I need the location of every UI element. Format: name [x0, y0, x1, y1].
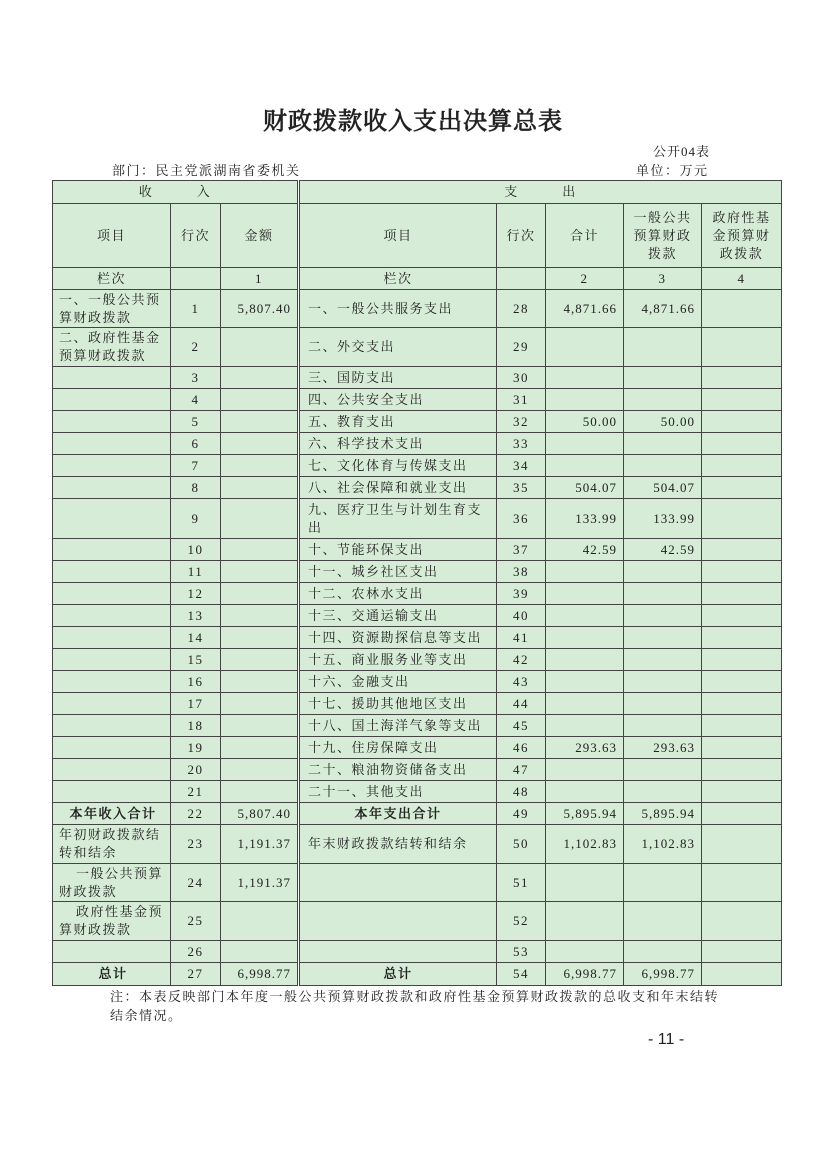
- income-line-cell: 18: [171, 715, 221, 737]
- fund-budget-cell: [702, 477, 782, 499]
- table-row: [53, 367, 782, 389]
- income-line-cell: 9: [171, 499, 221, 539]
- column-index-row: [53, 268, 782, 290]
- fund-budget-cell: [702, 737, 782, 759]
- expense-line-cell: 51: [497, 864, 546, 902]
- expense-item-cell: 十六、金融支出: [299, 671, 497, 693]
- general-budget-cell: [624, 583, 702, 605]
- general-budget-cell: [624, 328, 702, 367]
- income-item-cell: [53, 627, 171, 649]
- income-amount-header: 金额: [221, 204, 299, 268]
- unit-label: 单位：万元: [636, 163, 709, 178]
- general-budget-cell: [624, 671, 702, 693]
- table-row: [53, 583, 782, 605]
- expense-item-cell: 十一、城乡社区支出: [299, 561, 497, 583]
- expense-item-cell: [299, 864, 497, 902]
- total-cell: 293.63: [546, 737, 624, 759]
- total-cell: 42.59: [546, 539, 624, 561]
- income-amount-cell: [221, 649, 299, 671]
- total-cell: [546, 433, 624, 455]
- table-row: [53, 561, 782, 583]
- expense-line-cell: 36: [497, 499, 546, 539]
- income-item-cell: [53, 715, 171, 737]
- total-header: 合计: [546, 204, 624, 268]
- fund-budget-cell: [702, 781, 782, 803]
- income-amount-cell: [221, 627, 299, 649]
- expense-line-header: 行次: [497, 204, 546, 268]
- income-line-cell: 6: [171, 433, 221, 455]
- general-budget-cell: 1,102.83: [624, 825, 702, 864]
- income-amount-cell: 5,807.40: [221, 803, 299, 825]
- income-item-cell: [53, 759, 171, 781]
- expense-line-cell: 33: [497, 433, 546, 455]
- income-item-cell: [53, 561, 171, 583]
- expense-item-cell: 九、医疗卫生与计划生育支出: [299, 499, 497, 539]
- income-item-cell: [53, 671, 171, 693]
- general-budget-cell: 4,871.66: [624, 290, 702, 328]
- expense-item-cell: 二十、粮油物资储备支出: [299, 759, 497, 781]
- income-line-cell: 4: [171, 389, 221, 411]
- expense-item-cell: 本年支出合计: [299, 803, 497, 825]
- expense-line-cell: 45: [497, 715, 546, 737]
- general-budget-index: 3: [624, 268, 702, 290]
- income-index-label: 栏次: [53, 268, 171, 290]
- fund-budget-cell: [702, 499, 782, 539]
- table-row: [53, 649, 782, 671]
- fund-budget-cell: [702, 561, 782, 583]
- income-amount-cell: [221, 328, 299, 367]
- expense-line-cell: 52: [497, 902, 546, 941]
- expense-line-cell: 43: [497, 671, 546, 693]
- income-line-cell: 12: [171, 583, 221, 605]
- expense-item-cell: 六、科学技术支出: [299, 433, 497, 455]
- fund-budget-header: 政府性基金预算财政拨款: [702, 204, 782, 268]
- income-item-cell: [53, 605, 171, 627]
- table-row: [53, 737, 782, 759]
- income-line-cell: 16: [171, 671, 221, 693]
- expense-line-cell: 35: [497, 477, 546, 499]
- expense-item-cell: 十、节能环保支出: [299, 539, 497, 561]
- total-cell: [546, 455, 624, 477]
- fund-budget-cell: [702, 803, 782, 825]
- total-cell: [546, 671, 624, 693]
- expense-item-cell: 十二、农林水支出: [299, 583, 497, 605]
- fund-budget-cell: [702, 693, 782, 715]
- income-amount-cell: [221, 433, 299, 455]
- general-budget-cell: [624, 433, 702, 455]
- income-item-cell: [53, 737, 171, 759]
- general-budget-cell: 504.07: [624, 477, 702, 499]
- income-amount-cell: [221, 561, 299, 583]
- income-item-cell: [53, 693, 171, 715]
- income-amount-cell: [221, 605, 299, 627]
- income-line-cell: 2: [171, 328, 221, 367]
- page-number: - 11 -: [648, 1031, 685, 1048]
- expense-line-cell: 48: [497, 781, 546, 803]
- fund-budget-cell: [702, 715, 782, 737]
- expense-line-cell: 30: [497, 367, 546, 389]
- section-header-row: [53, 181, 782, 204]
- general-budget-cell: [624, 389, 702, 411]
- income-item-cell: [53, 583, 171, 605]
- expense-item-cell: 七、文化体育与传媒支出: [299, 455, 497, 477]
- income-amount-cell: 1,191.37: [221, 864, 299, 902]
- income-item-cell: [53, 781, 171, 803]
- expense-item-cell: 四、公共安全支出: [299, 389, 497, 411]
- general-budget-cell: [624, 902, 702, 941]
- expense-item-cell: 十七、援助其他地区支出: [299, 693, 497, 715]
- income-amount-cell: 5,807.40: [221, 290, 299, 328]
- expense-item-cell: 十五、商业服务业等支出: [299, 649, 497, 671]
- income-line-cell: 19: [171, 737, 221, 759]
- income-item-cell: 一般公共预算财政拨款: [53, 864, 171, 902]
- general-budget-cell: [624, 367, 702, 389]
- expense-line-cell: 41: [497, 627, 546, 649]
- income-amount-cell: [221, 715, 299, 737]
- total-cell: [546, 902, 624, 941]
- total-index: 2: [546, 268, 624, 290]
- table-row: [53, 671, 782, 693]
- table-row: [53, 941, 782, 963]
- income-item-cell: [53, 455, 171, 477]
- total-cell: [546, 328, 624, 367]
- fund-budget-cell: [702, 671, 782, 693]
- general-budget-cell: [624, 561, 702, 583]
- income-item-cell: 二、政府性基金预算财政拨款: [53, 328, 171, 367]
- income-item-cell: 年初财政拨款结转和结余: [53, 825, 171, 864]
- income-item-cell: [53, 649, 171, 671]
- fund-budget-index: 4: [702, 268, 782, 290]
- income-line-cell: 22: [171, 803, 221, 825]
- expense-item-header: 项目: [299, 204, 497, 268]
- total-cell: [546, 781, 624, 803]
- expense-line-cell: 38: [497, 561, 546, 583]
- income-amount-cell: [221, 389, 299, 411]
- general-budget-cell: 42.59: [624, 539, 702, 561]
- fund-budget-cell: [702, 583, 782, 605]
- expense-line-cell: 39: [497, 583, 546, 605]
- table-row: [53, 715, 782, 737]
- income-amount-cell: [221, 411, 299, 433]
- income-amount-cell: [221, 671, 299, 693]
- income-line-cell: 17: [171, 693, 221, 715]
- expense-line-cell: 50: [497, 825, 546, 864]
- fund-budget-cell: [702, 963, 782, 986]
- income-line-cell: 1: [171, 290, 221, 328]
- income-line-cell: 24: [171, 864, 221, 902]
- general-budget-cell: 6,998.77: [624, 963, 702, 986]
- income-item-header: 项目: [53, 204, 171, 268]
- general-budget-cell: [624, 693, 702, 715]
- income-amount-cell: [221, 941, 299, 963]
- income-item-cell: 一、一般公共预算财政拨款: [53, 290, 171, 328]
- expense-line-cell: 32: [497, 411, 546, 433]
- table-row: [53, 963, 782, 986]
- expense-item-cell: 八、社会保障和就业支出: [299, 477, 497, 499]
- fund-budget-cell: [702, 539, 782, 561]
- income-line-cell: 20: [171, 759, 221, 781]
- fund-budget-cell: [702, 825, 782, 864]
- expense-line-cell: 53: [497, 941, 546, 963]
- income-amount-cell: [221, 477, 299, 499]
- income-item-cell: [53, 477, 171, 499]
- income-item-cell: 总计: [53, 963, 171, 986]
- general-budget-cell: [624, 605, 702, 627]
- income-amount-cell: 1,191.37: [221, 825, 299, 864]
- income-line-cell: 21: [171, 781, 221, 803]
- income-line-index: [171, 268, 221, 290]
- total-cell: 6,998.77: [546, 963, 624, 986]
- table-row: [53, 864, 782, 902]
- income-line-cell: 26: [171, 941, 221, 963]
- general-budget-cell: [624, 455, 702, 477]
- fund-budget-cell: [702, 864, 782, 902]
- total-cell: 4,871.66: [546, 290, 624, 328]
- table-row: [53, 781, 782, 803]
- total-cell: 504.07: [546, 477, 624, 499]
- income-amount-cell: [221, 902, 299, 941]
- income-item-cell: [53, 433, 171, 455]
- income-item-cell: [53, 941, 171, 963]
- table-row: [53, 627, 782, 649]
- income-section-header: 收 入: [53, 181, 299, 204]
- total-cell: [546, 864, 624, 902]
- table-row: [53, 902, 782, 941]
- fund-budget-cell: [702, 433, 782, 455]
- expense-index-label: 栏次: [299, 268, 497, 290]
- general-budget-cell: [624, 864, 702, 902]
- total-cell: [546, 389, 624, 411]
- income-line-cell: 8: [171, 477, 221, 499]
- income-amount-cell: [221, 781, 299, 803]
- expense-line-cell: 34: [497, 455, 546, 477]
- general-budget-cell: [624, 781, 702, 803]
- income-line-cell: 27: [171, 963, 221, 986]
- table-row: [53, 693, 782, 715]
- income-item-cell: [53, 389, 171, 411]
- income-amount-cell: 6,998.77: [221, 963, 299, 986]
- expense-item-cell: 一、一般公共服务支出: [299, 290, 497, 328]
- expense-line-cell: 49: [497, 803, 546, 825]
- expense-line-cell: 44: [497, 693, 546, 715]
- fund-budget-cell: [702, 328, 782, 367]
- expense-item-cell: 三、国防支出: [299, 367, 497, 389]
- total-cell: [546, 627, 624, 649]
- expense-line-cell: 46: [497, 737, 546, 759]
- total-cell: [546, 605, 624, 627]
- expense-item-cell: 二十一、其他支出: [299, 781, 497, 803]
- table-row: [53, 328, 782, 367]
- expense-section-header: 支 出: [299, 181, 782, 204]
- fund-budget-cell: [702, 605, 782, 627]
- income-line-cell: 15: [171, 649, 221, 671]
- general-budget-cell: 293.63: [624, 737, 702, 759]
- fund-budget-cell: [702, 290, 782, 328]
- income-line-cell: 10: [171, 539, 221, 561]
- total-cell: [546, 583, 624, 605]
- expense-line-cell: 47: [497, 759, 546, 781]
- table-row: [53, 759, 782, 781]
- fund-budget-cell: [702, 367, 782, 389]
- expense-line-cell: 31: [497, 389, 546, 411]
- income-item-cell: [53, 539, 171, 561]
- income-line-cell: 25: [171, 902, 221, 941]
- fund-budget-cell: [702, 941, 782, 963]
- income-item-cell: [53, 411, 171, 433]
- expense-line-index: [497, 268, 546, 290]
- expense-line-cell: 37: [497, 539, 546, 561]
- expense-line-cell: 40: [497, 605, 546, 627]
- total-cell: [546, 715, 624, 737]
- income-item-cell: 本年收入合计: [53, 803, 171, 825]
- table-row: [53, 433, 782, 455]
- expense-line-cell: 42: [497, 649, 546, 671]
- expense-item-cell: [299, 941, 497, 963]
- page-title: 财政拨款收入支出决算总表: [263, 109, 563, 135]
- total-cell: [546, 367, 624, 389]
- table-row: [53, 411, 782, 433]
- table-row: [53, 825, 782, 864]
- expense-line-cell: 28: [497, 290, 546, 328]
- income-amount-cell: [221, 455, 299, 477]
- income-amount-cell: [221, 693, 299, 715]
- income-line-header: 行次: [171, 204, 221, 268]
- income-amount-cell: [221, 539, 299, 561]
- general-budget-cell: [624, 715, 702, 737]
- table-row: [53, 455, 782, 477]
- general-budget-cell: [624, 649, 702, 671]
- table-row: [53, 389, 782, 411]
- income-item-cell: [53, 499, 171, 539]
- fund-budget-cell: [702, 455, 782, 477]
- total-cell: 1,102.83: [546, 825, 624, 864]
- total-cell: 5,895.94: [546, 803, 624, 825]
- total-cell: 50.00: [546, 411, 624, 433]
- income-amount-cell: [221, 759, 299, 781]
- expense-item-cell: 五、教育支出: [299, 411, 497, 433]
- general-budget-cell: 133.99: [624, 499, 702, 539]
- income-line-cell: 23: [171, 825, 221, 864]
- income-line-cell: 3: [171, 367, 221, 389]
- expense-item-cell: 十四、资源勘探信息等支出: [299, 627, 497, 649]
- table-row: [53, 499, 782, 539]
- fund-budget-cell: [702, 649, 782, 671]
- expense-line-cell: 29: [497, 328, 546, 367]
- general-budget-header: 一般公共预算财政拨款: [624, 204, 702, 268]
- table-row: [53, 605, 782, 627]
- fund-budget-cell: [702, 389, 782, 411]
- expense-item-cell: 年末财政拨款结转和结余: [299, 825, 497, 864]
- fund-budget-cell: [702, 759, 782, 781]
- department-label: 部门：民主党派湖南省委机关: [112, 163, 301, 178]
- total-cell: [546, 561, 624, 583]
- general-budget-cell: 5,895.94: [624, 803, 702, 825]
- total-cell: 133.99: [546, 499, 624, 539]
- table-row: [53, 803, 782, 825]
- expense-item-cell: 十八、国土海洋气象等支出: [299, 715, 497, 737]
- income-line-cell: 14: [171, 627, 221, 649]
- general-budget-cell: [624, 941, 702, 963]
- expense-item-cell: 总计: [299, 963, 497, 986]
- income-item-cell: [53, 367, 171, 389]
- income-line-cell: 7: [171, 455, 221, 477]
- income-amount-cell: [221, 367, 299, 389]
- general-budget-cell: [624, 759, 702, 781]
- total-cell: [546, 941, 624, 963]
- income-amount-cell: [221, 737, 299, 759]
- table-row: [53, 290, 782, 328]
- income-line-cell: 11: [171, 561, 221, 583]
- expense-item-cell: [299, 902, 497, 941]
- fund-budget-cell: [702, 627, 782, 649]
- expense-item-cell: 二、外交支出: [299, 328, 497, 367]
- expense-line-cell: 54: [497, 963, 546, 986]
- fund-budget-cell: [702, 411, 782, 433]
- income-line-cell: 5: [171, 411, 221, 433]
- expense-item-cell: 十九、住房保障支出: [299, 737, 497, 759]
- table-row: [53, 539, 782, 561]
- income-amount-cell: [221, 499, 299, 539]
- expense-item-cell: 十三、交通运输支出: [299, 605, 497, 627]
- total-cell: [546, 693, 624, 715]
- general-budget-cell: 50.00: [624, 411, 702, 433]
- form-code: 公开04表: [652, 144, 710, 159]
- general-budget-cell: [624, 627, 702, 649]
- total-cell: [546, 759, 624, 781]
- income-line-cell: 13: [171, 605, 221, 627]
- total-cell: [546, 649, 624, 671]
- income-amount-index: 1: [221, 268, 299, 290]
- table-row: [53, 477, 782, 499]
- fund-budget-cell: [702, 902, 782, 941]
- column-header-row: [53, 204, 782, 268]
- budget-summary-table: [52, 180, 782, 986]
- income-item-cell: 政府性基金预算财政拨款: [53, 902, 171, 941]
- income-amount-cell: [221, 583, 299, 605]
- footnote: 注：本表反映部门本年度一般公共预算财政拨款和政府性基金预算财政拨款的总收支和年末结转结余情况。: [110, 989, 720, 1023]
